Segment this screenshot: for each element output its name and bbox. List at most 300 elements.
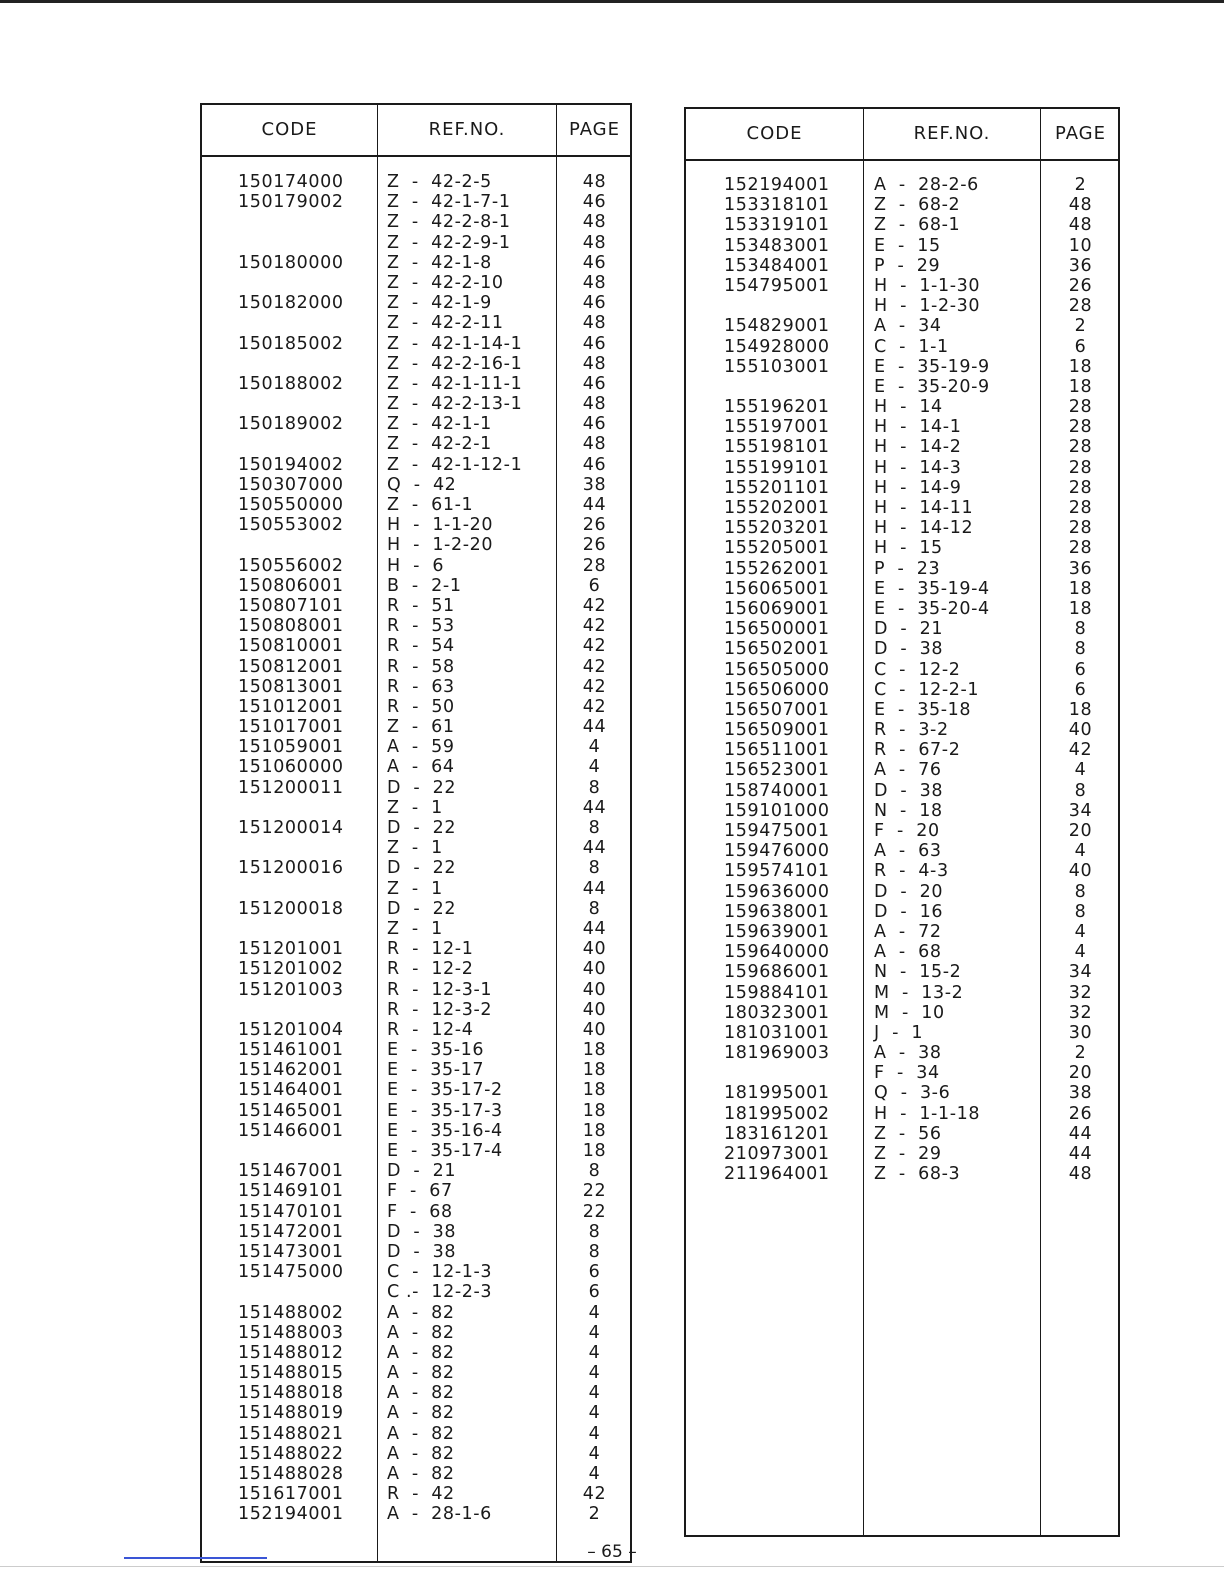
table-row: [202, 596, 630, 616]
refno-cell: A - 82: [387, 1423, 455, 1444]
code-cell: 181969003: [724, 1043, 830, 1064]
table-row: [202, 798, 630, 818]
code-cell: 159636000: [724, 881, 830, 902]
refno-cell: H - 1-2-20: [387, 535, 494, 556]
refno-cell: D - 16: [874, 901, 944, 922]
page-cell: 40: [582, 959, 607, 980]
refno-cell: E - 35-17-3: [387, 1100, 503, 1121]
refno-cell: Z - 42-2-16-1: [387, 353, 523, 374]
table-row: [686, 619, 1118, 639]
table-row: [686, 458, 1118, 478]
table-row: [202, 212, 630, 232]
table-row: [202, 677, 630, 697]
table-body: [686, 175, 1118, 1184]
table-row: [686, 1164, 1118, 1184]
code-cell: 151200016: [238, 858, 344, 879]
refno-cell: A - 82: [387, 1464, 455, 1484]
page-cell: 38: [582, 474, 607, 495]
refno-cell: Z - 68-2: [874, 195, 961, 216]
table-row: [686, 256, 1118, 276]
code-cell: 151488028: [238, 1464, 344, 1484]
table-row: [686, 175, 1118, 195]
table-row: [202, 1181, 630, 1201]
refno-cell: Z - 29: [874, 1144, 942, 1164]
table-row: [202, 1222, 630, 1242]
refno-cell: Z - 56: [874, 1123, 942, 1144]
page-cell: 20: [1068, 1063, 1093, 1084]
code-cell: 156500001: [724, 619, 830, 640]
page-cell: 44: [582, 797, 607, 818]
refno-cell: H - 1-1-20: [387, 515, 494, 536]
table-row: [686, 760, 1118, 780]
table-row: [202, 1060, 630, 1080]
refno-cell: A - 28-2-6: [874, 175, 979, 195]
page-cell: 18: [1068, 598, 1093, 619]
table-row: [686, 841, 1118, 861]
code-cell: 152194001: [238, 1504, 344, 1525]
refno-cell: D - 21: [387, 1161, 457, 1182]
page-cell: 44: [582, 918, 607, 939]
refno-cell: A - 63: [874, 841, 942, 862]
code-cell: 155199101: [724, 457, 830, 478]
page-cell: 48: [582, 434, 607, 455]
code-cell: 151488002: [238, 1302, 344, 1323]
page-cell: 42: [582, 696, 607, 717]
table-row: [686, 1104, 1118, 1124]
refno-cell: N - 18: [874, 800, 943, 821]
refno-cell: A - 82: [387, 1322, 455, 1343]
page-cell: 42: [582, 636, 607, 657]
page-cell: 4: [588, 1403, 601, 1424]
table-row: [686, 377, 1118, 397]
refno-cell: F - 68: [387, 1201, 453, 1222]
table-row: [686, 1083, 1118, 1103]
table-row: [686, 801, 1118, 821]
table-row: [202, 1101, 630, 1121]
table-row: [202, 1020, 630, 1040]
code-cell: 151488022: [238, 1443, 344, 1464]
page-cell: 40: [1068, 720, 1093, 741]
page-cell: 48: [582, 394, 607, 415]
refno-cell: A - 72: [874, 921, 942, 942]
code-cell: 151472001: [238, 1221, 344, 1242]
table-row: [686, 538, 1118, 558]
page-cell: 18: [582, 1040, 607, 1061]
page-cell: 46: [582, 293, 607, 314]
code-cell: 155103001: [724, 356, 830, 377]
page-cell: 40: [1068, 861, 1093, 882]
table-row: [202, 192, 630, 212]
page-cell: 40: [582, 939, 607, 960]
page-cell: 8: [588, 1221, 601, 1242]
code-cell: 155205001: [724, 538, 830, 559]
table-row: [202, 576, 630, 596]
refno-cell: H - 15: [874, 538, 943, 559]
refno-cell: H - 14: [874, 397, 943, 418]
refno-cell: H - 14-9: [874, 477, 962, 498]
refno-cell: R - 51: [387, 595, 455, 616]
table-row: [202, 556, 630, 576]
refno-cell: A - 68: [874, 942, 942, 963]
code-cell: 159475001: [724, 821, 830, 841]
code-cell: 151201001: [238, 939, 344, 960]
code-cell: 153319101: [724, 215, 830, 236]
refno-cell: N - 15-2: [874, 962, 962, 983]
code-cell: 181031001: [724, 1022, 830, 1043]
table-row: [686, 437, 1118, 457]
code-cell: 150179002: [238, 192, 344, 213]
refno-cell: Z - 42-2-5: [387, 172, 492, 192]
page-cell: 44: [1068, 1144, 1093, 1164]
refno-cell: Z - 42-1-11-1: [387, 373, 523, 394]
table-row: [202, 455, 630, 475]
table-row: [202, 253, 630, 273]
table-row: [202, 636, 630, 656]
refno-cell: Z - 1: [387, 918, 443, 939]
page-cell: 8: [1074, 901, 1087, 922]
page-cell: 4: [1074, 942, 1087, 963]
refno-cell: A - 28-1-6: [387, 1504, 492, 1525]
code-cell: 159640000: [724, 942, 830, 963]
refno-cell: R - 42: [387, 1484, 455, 1505]
code-cell: 155196201: [724, 397, 830, 418]
table-row: [202, 879, 630, 899]
code-cell: 150194002: [238, 454, 344, 475]
page-cell: 18: [582, 1120, 607, 1141]
code-cell: 151462001: [238, 1060, 344, 1081]
page-cell: 10: [1068, 235, 1093, 256]
refno-cell: D - 38: [874, 780, 944, 801]
page-cell: 28: [1068, 498, 1093, 518]
code-cell: 151201003: [238, 979, 344, 1000]
page-cell: 20: [1068, 821, 1093, 841]
page-cell: 18: [1068, 699, 1093, 720]
table-row: [202, 1303, 630, 1323]
page-cell: 6: [1074, 336, 1087, 357]
page-cell: 30: [1068, 1022, 1093, 1043]
code-cell: 156069001: [724, 598, 830, 619]
refno-cell: Z - 42-1-8: [387, 252, 492, 273]
refno-cell: D - 38: [387, 1221, 457, 1242]
table-row: [686, 236, 1118, 256]
table-row: [686, 417, 1118, 437]
code-cell: 150550000: [238, 495, 344, 515]
page-cell: 18: [582, 1141, 607, 1161]
code-cell: 154928000: [724, 336, 830, 357]
refno-cell: E - 35-16: [387, 1040, 485, 1061]
refno-cell: A - 82: [387, 1302, 455, 1323]
refno-cell: H - 1-2-30: [874, 296, 981, 317]
refno-cell: P - 29: [874, 255, 941, 276]
page-cell: 40: [582, 979, 607, 1000]
right-parts-table: [684, 107, 1120, 1537]
table-row: [686, 821, 1118, 841]
table-row: [202, 1464, 630, 1484]
table-row: [202, 1262, 630, 1282]
code-cell: 151200014: [238, 818, 344, 838]
table-row: [686, 478, 1118, 498]
page-cell: 8: [588, 858, 601, 879]
refno-cell: E - 35-16-4: [387, 1120, 503, 1141]
code-cell: 181995001: [724, 1083, 830, 1104]
refno-cell: R - 54: [387, 636, 455, 657]
page-cell: 34: [1068, 962, 1093, 983]
table-row: [202, 475, 630, 495]
page-cell: 4: [1074, 760, 1087, 781]
refno-cell: H - 14-3: [874, 457, 962, 478]
page-cell: 42: [582, 616, 607, 637]
page-cell: 2: [1074, 316, 1087, 337]
code-cell: 156511001: [724, 740, 830, 761]
refno-cell: D - 22: [387, 858, 457, 879]
refno-cell: E - 35-18: [874, 699, 972, 720]
table-row: [202, 495, 630, 515]
page-cell: 8: [588, 818, 601, 838]
page-cell: 4: [588, 1322, 601, 1343]
page-cell: 46: [582, 333, 607, 354]
page-cell: 48: [582, 172, 607, 192]
table-row: [686, 781, 1118, 801]
page-cell: 2: [588, 1504, 601, 1525]
table-row: [202, 1161, 630, 1181]
refno-cell: A - 82: [387, 1443, 455, 1464]
table-row: [686, 660, 1118, 680]
table-row: [686, 720, 1118, 740]
code-cell: 151617001: [238, 1484, 344, 1505]
table-row: [686, 902, 1118, 922]
table-row: [202, 172, 630, 192]
refno-cell: R - 58: [387, 656, 455, 677]
page-cell: 48: [1068, 215, 1093, 236]
page-header: PAGE: [568, 119, 621, 140]
refno-cell: Z - 42-1-12-1: [387, 454, 523, 475]
code-cell: 150553002: [238, 515, 344, 536]
page-cell: 32: [1068, 982, 1093, 1003]
code-cell: 150180000: [238, 252, 344, 273]
refno-cell: D - 22: [387, 777, 457, 798]
table-row: [686, 861, 1118, 881]
page-cell: 42: [1068, 740, 1093, 761]
code-cell: 151200011: [238, 777, 344, 798]
table-row: [686, 1043, 1118, 1063]
table-row: [202, 737, 630, 757]
table-row: [202, 1080, 630, 1100]
code-cell: 151012001: [238, 696, 344, 717]
page-cell: 28: [1068, 296, 1093, 317]
page-cell: 8: [1074, 619, 1087, 640]
bottom-rule: [0, 1566, 1224, 1567]
code-cell: 150556002: [238, 555, 344, 576]
table-row: [686, 1144, 1118, 1164]
table-row: [202, 717, 630, 737]
code-cell: 156507001: [724, 699, 830, 720]
refno-cell: A - 76: [874, 760, 942, 781]
page-cell: 6: [588, 1262, 601, 1283]
page-cell: 46: [582, 192, 607, 213]
refno-cell: R - 12-2: [387, 959, 474, 980]
code-cell: 150185002: [238, 333, 344, 354]
refno-cell: A - 82: [387, 1342, 455, 1363]
table-row: [686, 316, 1118, 336]
table-row: [202, 838, 630, 858]
table-row: [202, 233, 630, 253]
code-cell: 151060000: [238, 757, 344, 778]
page-cell: 28: [1068, 397, 1093, 418]
table-row: [202, 757, 630, 777]
table-row: [202, 434, 630, 454]
code-cell: 159101000: [724, 800, 830, 821]
refno-cell: A - 64: [387, 757, 455, 778]
table-row: [202, 1282, 630, 1302]
refno-cell: Z - 42-1-1: [387, 414, 492, 435]
refno-cell: Z - 1: [387, 797, 443, 818]
code-cell: 151475000: [238, 1262, 344, 1283]
code-cell: 156506000: [724, 679, 830, 700]
refno-cell: Z - 42-2-1: [387, 434, 492, 455]
table-row: [202, 1343, 630, 1363]
page-cell: 18: [582, 1100, 607, 1121]
table-row: [202, 293, 630, 313]
table-row: [202, 818, 630, 838]
code-cell: 155201101: [724, 477, 830, 498]
code-cell: 156505000: [724, 659, 830, 680]
table-row: [686, 195, 1118, 215]
table-row: [202, 1504, 630, 1524]
refno-cell: R - 12-1: [387, 939, 474, 960]
page-cell: 4: [588, 1423, 601, 1444]
code-cell: 211964001: [724, 1164, 830, 1185]
refno-cell: Z - 42-2-9-1: [387, 232, 511, 253]
refno-cell: E - 35-17: [387, 1060, 485, 1081]
page-cell: 42: [582, 656, 607, 677]
table-row: [202, 1424, 630, 1444]
table-row: [686, 680, 1118, 700]
page-cell: 28: [582, 555, 607, 576]
code-cell: 151201004: [238, 1019, 344, 1040]
table-row: [686, 337, 1118, 357]
refno-cell: A - 82: [387, 1383, 455, 1404]
table-row: [686, 599, 1118, 619]
code-cell: 154795001: [724, 275, 830, 296]
page-cell: 8: [588, 898, 601, 919]
page-cell: 26: [582, 535, 607, 556]
page-cell: 44: [582, 838, 607, 859]
page-cell: 18: [582, 1080, 607, 1101]
table-row: [202, 1383, 630, 1403]
table-row: [202, 313, 630, 333]
code-cell: 151488015: [238, 1363, 344, 1384]
code-cell: 155197001: [724, 417, 830, 438]
refno-cell: Z - 68-3: [874, 1164, 961, 1185]
refno-cell: E - 15: [874, 235, 941, 256]
left-parts-table: [200, 103, 632, 1563]
page-cell: 36: [1068, 255, 1093, 276]
page-cell: 8: [1074, 639, 1087, 660]
page-cell: 6: [588, 575, 601, 596]
code-cell: 150307000: [238, 474, 344, 495]
table-row: [686, 1124, 1118, 1144]
refno-cell: A - 82: [387, 1403, 455, 1424]
refno-cell: Z - 1: [387, 838, 443, 859]
refno-cell: F - 20: [874, 821, 940, 841]
refno-cell: A - 82: [387, 1363, 455, 1384]
table-row: [202, 778, 630, 798]
code-cell: 159639001: [724, 921, 830, 942]
table-row: [202, 939, 630, 959]
page-cell: 18: [1068, 356, 1093, 377]
refno-cell: Z - 61: [387, 717, 455, 738]
code-header: CODE: [261, 119, 318, 140]
page-cell: 36: [1068, 558, 1093, 579]
table-row: [686, 518, 1118, 538]
table-row: [202, 535, 630, 555]
refno-cell: R - 67-2: [874, 740, 961, 761]
code-cell: 151465001: [238, 1100, 344, 1121]
refno-cell: H - 14-1: [874, 417, 962, 438]
code-cell: 159884101: [724, 982, 830, 1003]
code-cell: 150813001: [238, 676, 344, 697]
refno-cell: E - 35-17-2: [387, 1080, 503, 1101]
code-cell: 151488003: [238, 1322, 344, 1343]
page-cell: 48: [1068, 1164, 1093, 1185]
refno-cell: Z - 42-1-9: [387, 293, 492, 314]
refno-cell: E - 35-20-4: [874, 598, 990, 619]
refno-cell: R - 50: [387, 696, 455, 717]
refno-cell: A - 34: [874, 316, 942, 337]
refno-cell: H - 1-1-30: [874, 275, 981, 296]
page-header: PAGE: [1054, 123, 1107, 144]
code-cell: 159686001: [724, 962, 830, 983]
refno-cell: A - 59: [387, 737, 455, 758]
refno-cell: D - 22: [387, 898, 457, 919]
code-cell: 151488019: [238, 1403, 344, 1424]
code-cell: 156502001: [724, 639, 830, 660]
page-cell: 8: [588, 1161, 601, 1182]
table-row: [202, 919, 630, 939]
page-cell: 4: [1074, 921, 1087, 942]
page-cell: 46: [582, 373, 607, 394]
page-cell: 48: [582, 313, 607, 334]
table-row: [686, 276, 1118, 296]
table-row: [202, 858, 630, 878]
refno-cell: C - 12-2-1: [874, 679, 980, 700]
page-cell: 4: [1074, 841, 1087, 862]
code-cell: 150806001: [238, 575, 344, 596]
refno-cell: R - 3-2: [874, 720, 949, 741]
table-row: [686, 579, 1118, 599]
page-cell: 32: [1068, 1002, 1093, 1023]
code-cell: 156065001: [724, 578, 830, 599]
table-row: [202, 1444, 630, 1464]
code-cell: 180323001: [724, 1002, 830, 1023]
code-cell: 152194001: [724, 175, 830, 195]
refno-cell: A - 38: [874, 1043, 942, 1064]
page-cell: 48: [582, 212, 607, 233]
code-cell: 183161201: [724, 1123, 830, 1144]
code-cell: 151467001: [238, 1161, 344, 1182]
code-cell: 150188002: [238, 373, 344, 394]
page-cell: 4: [588, 1383, 601, 1404]
page-cell: 6: [1074, 679, 1087, 700]
page-cell: 42: [582, 676, 607, 697]
refno-cell: D - 21: [874, 619, 944, 640]
table-row: [686, 397, 1118, 417]
page-cell: 48: [1068, 195, 1093, 216]
page-cell: 28: [1068, 437, 1093, 458]
page-cell: 28: [1068, 518, 1093, 539]
refno-cell: R - 63: [387, 676, 455, 697]
code-cell: 155203201: [724, 518, 830, 539]
